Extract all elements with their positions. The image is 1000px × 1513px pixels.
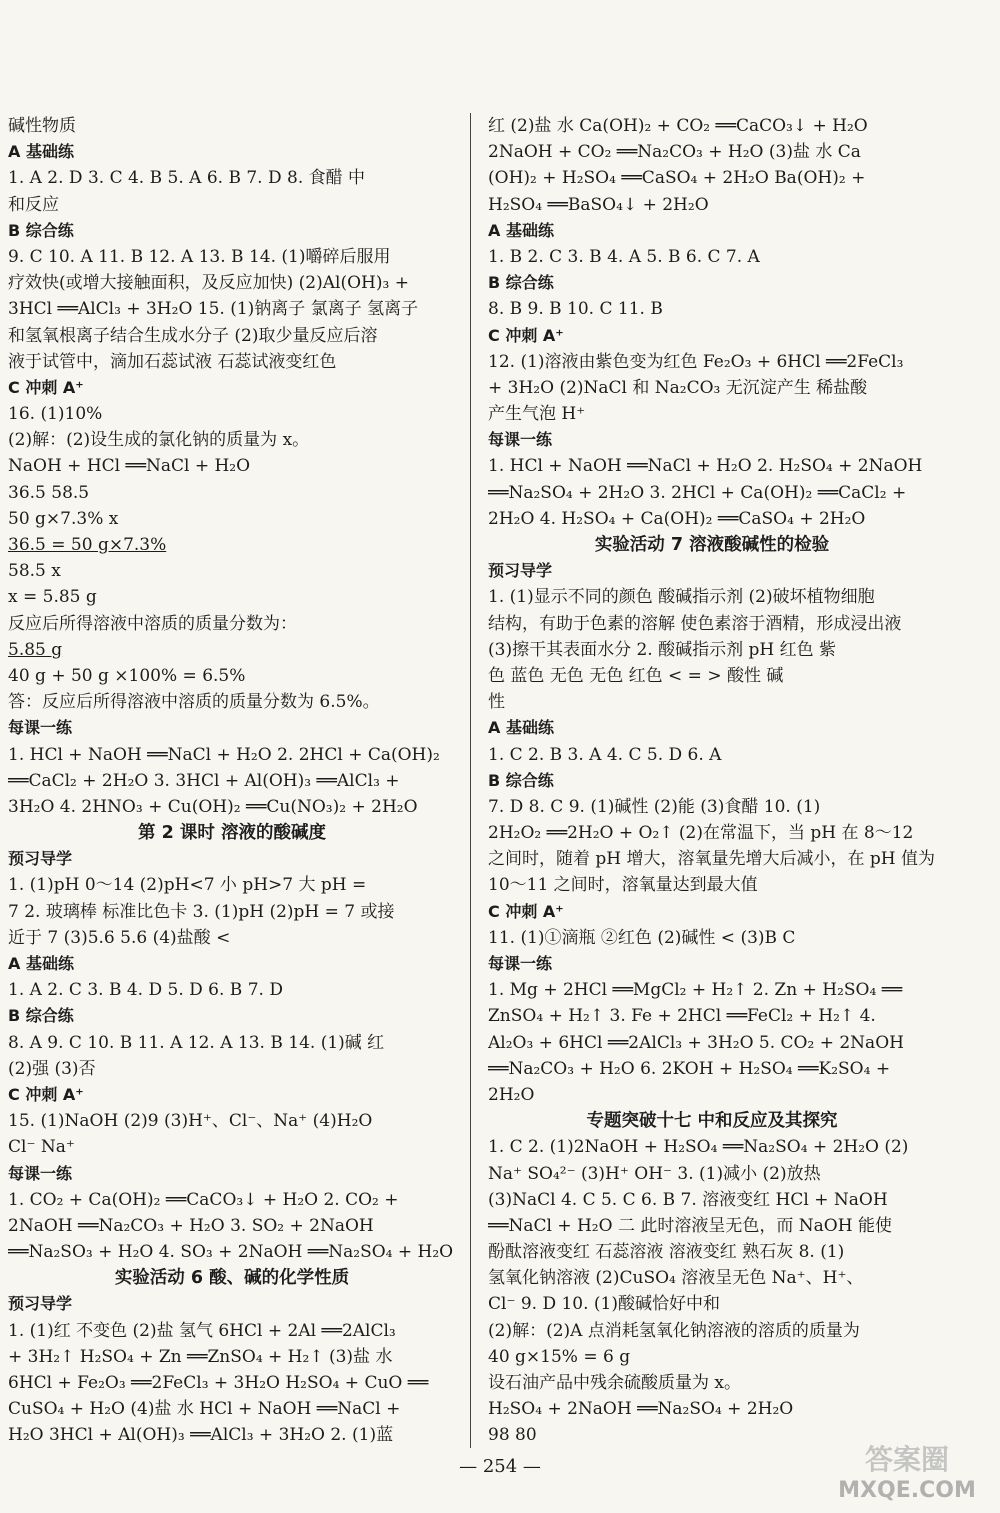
answer-line: 产生气泡 H⁺	[488, 404, 586, 425]
section-heading: 预习导学	[8, 1294, 73, 1314]
answer-line: ══Na₂SO₃ + H₂O 4. SO₃ + 2NaOH ══Na₂SO₄ + H₂O	[8, 1242, 454, 1263]
answer-line: 反应后所得溶液中溶质的质量分数为：	[8, 613, 297, 634]
answer-line: (3)NaCl 4. C 5. C 6. B 7. 溶液变红 HCl + NaOH	[488, 1189, 888, 1210]
fraction-numerator: 36.5 = 50 g×7.3%	[8, 535, 167, 555]
answer-line: 7 2. 玻璃棒 标准比色卡 3. (1)pH (2)pH = 7 或接	[8, 901, 395, 922]
answer-line: 2H₂O	[488, 1084, 535, 1105]
answer-line: (3)擦干其表面水分 2. 酸碱指示剂 pH 红色 紫	[488, 639, 837, 660]
answer-line: 1. (1)红 不变色 (2)盐 氢气 6HCl + 2Al ══2AlCl₃	[8, 1320, 396, 1341]
answer-line: 液于试管中，滴加石蕊试液 石蕊试液变红色	[8, 351, 337, 372]
section-heading: 每课一练	[488, 430, 553, 450]
answer-line: 1. A 2. D 3. C 4. B 5. A 6. B 7. D 8. 食醋 中	[8, 168, 366, 189]
answer-line: Cl⁻ Na⁺	[8, 1137, 75, 1158]
answer-line: 2NaOH + CO₂ ══Na₂CO₃ + H₂O (3)盐 水 Ca	[488, 142, 861, 163]
answer-line: 9. C 10. A 11. B 12. A 13. B 14. (1)嚼碎后服用	[8, 246, 391, 267]
fraction-numerator: 5.85 g	[8, 639, 63, 660]
answer-line: 3H₂O 4. 2HNO₃ + Cu(OH)₂ ══Cu(NO₃)₂ + 2H₂O	[8, 796, 418, 817]
section-heading: A 基础练	[8, 954, 74, 973]
answer-line: 1. C 2. (1)2NaOH + H₂SO₄ ══Na₂SO₄ + 2H₂O (2)	[488, 1137, 909, 1158]
answer-line: ══CaCl₂ + 2H₂O 3. 3HCl + Al(OH)₃ ══AlCl₃ +	[8, 770, 400, 791]
answer-line: (2)解：(2)A 点消耗氢氧化钠溶液的溶质的质量为	[488, 1320, 860, 1341]
answer-line: 酚酞溶液变红 石蕊溶液 溶液变红 熟石灰 8. (1)	[488, 1242, 845, 1263]
lesson-title: 第 2 课时 溶液的酸碱度	[138, 823, 326, 844]
answer-line: 2H₂O₂ ══2H₂O + O₂↑ (2)在常温下，当 pH 在 8～12	[488, 823, 914, 844]
answer-line: 色 蓝色 无色 无色 红色 < = > 酸性 碱	[488, 665, 784, 686]
section-heading: 每课一练	[8, 718, 73, 738]
answer-line: 12. (1)溶液由紫色变为红色 Fe₂O₃ + 6HCl ══2FeCl₃	[488, 351, 904, 372]
answer-line: 1. (1)显示不同的颜色 酸碱指示剂 (2)破坏植物细胞	[488, 587, 875, 608]
answer-line: 1. (1)pH 0～14 (2)pH<7 小 pH>7 大 pH =	[8, 875, 367, 896]
answer-line: 1. A 2. C 3. B 4. D 5. D 6. B 7. D	[8, 980, 283, 1001]
answer-line: 6HCl + Fe₂O₃ ══2FeCl₃ + 3H₂O H₂SO₄ + CuO ══	[8, 1373, 429, 1393]
answer-line: (OH)₂ + H₂SO₄ ══CaSO₄ + 2H₂O Ba(OH)₂ +	[488, 168, 866, 189]
answer-line: 1. HCl + NaOH ══NaCl + H₂O 2. 2HCl + Ca(OH)₂	[8, 744, 440, 765]
answer-line: H₂O 3HCl + Al(OH)₃ ══AlCl₃ + 3H₂O 2. (1)蓝	[8, 1425, 394, 1446]
answer-line: 之间时，随着 pH 增大，溶氧量先增大后减小，在 pH 值为	[488, 849, 936, 870]
answer-line: 50 g×7.3% x	[8, 508, 119, 529]
answer-line: 11. (1)①滴瓶 ②红色 (2)碱性 < (3)B C	[488, 927, 796, 948]
answer-line: 疗效快(或增大接触面积，及反应加快) (2)Al(OH)₃ +	[8, 273, 409, 294]
answer-line: 8. B 9. B 10. C 11. B	[488, 299, 663, 320]
section-heading: C 冲刺 A⁺	[8, 1084, 84, 1104]
answer-line: 1. Mg + 2HCl ══MgCl₂ + H₂↑ 2. Zn + H₂SO₄ ══	[488, 980, 903, 1001]
answer-line: 3HCl ══AlCl₃ + 3H₂O 15. (1)钠离子 氯离子 氢离子	[8, 299, 419, 320]
section-heading: 预习导学	[488, 561, 553, 581]
answer-line	[8, 637, 456, 663]
answer-line: 设石油产品中残余硫酸质量为 x。	[488, 1373, 741, 1393]
answer-line: 红 (2)盐 水 Ca(OH)₂ + CO₂ ══CaCO₃↓ + H₂O	[488, 116, 868, 136]
answer-line	[8, 532, 456, 558]
answer-line: Al₂O₃ + 6HCl ══2AlCl₃ + 3H₂O 5. CO₂ + 2NaOH	[488, 1032, 904, 1053]
answer-line: ZnSO₄ + H₂↑ 3. Fe + 2HCl ══FeCl₂ + H₂↑ 4.	[488, 1006, 876, 1027]
section-heading: A 基础练	[488, 220, 554, 240]
section-heading: B 综合练	[488, 273, 554, 293]
section-heading: C 冲刺 A⁺	[488, 901, 564, 921]
answer-line: 2H₂O 4. H₂SO₄ + Ca(OH)₂ ══CaSO₄ + 2H₂O	[488, 508, 866, 529]
answer-line: H₂SO₄ + 2NaOH ══Na₂SO₄ + 2H₂O	[488, 1399, 794, 1420]
answer-line: CuSO₄ + H₂O (4)盐 水 HCl + NaOH ══NaCl +	[8, 1399, 401, 1420]
answer-line: Cl⁻ 9. D 10. (1)酸碱恰好中和	[488, 1294, 720, 1315]
answer-line: 答：反应后所得溶液中溶质的质量分数为 6.5%。	[8, 692, 380, 713]
answer-line: 10～11 之间时，溶氧量达到最大值	[488, 875, 758, 896]
section-heading: B 综合练	[8, 220, 74, 240]
page-number: — 254 —	[459, 1456, 541, 1477]
answer-line: ══NaCl + H₂O 二 此时溶液呈无色，而 NaOH 能使	[488, 1215, 892, 1236]
answer-line: 40 g + 50 g ×100% = 6.5%	[8, 665, 246, 686]
answer-line: 和氢氧根离子结合生成水分子 (2)取少量反应后溶	[8, 325, 378, 346]
watermark-label: 答案圈	[864, 1443, 950, 1476]
section-heading: B 综合练	[8, 1006, 74, 1026]
section-heading: 预习导学	[8, 849, 73, 869]
answer-line: 8. A 9. C 10. B 11. A 12. A 13. B 14. (1)碱 红	[8, 1032, 385, 1053]
section-heading: A 基础练	[8, 142, 74, 162]
watermark-logo	[812, 1433, 992, 1505]
watermark-site: MXQE.COM	[838, 1478, 976, 1503]
answer-line: 7. D 8. C 9. (1)碱性 (2)能 (3)食醋 10. (1)	[488, 796, 821, 817]
answer-line: 1. B 2. C 3. B 4. A 5. B 6. C 7. A	[488, 246, 760, 267]
answer-line: 性	[488, 692, 505, 713]
lesson-title: 专题突破十七 中和反应及其探究	[586, 1111, 838, 1132]
section-heading: 每课一练	[488, 954, 553, 973]
answer-line: 16. (1)10%	[8, 404, 103, 425]
answer-line: 40 g×15% = 6 g	[488, 1346, 631, 1367]
lesson-title: 实验活动 6 酸、碱的化学性质	[114, 1268, 350, 1289]
answer-line: 15. (1)NaOH (2)9 (3)H⁺、Cl⁻、Na⁺ (4)H₂O	[8, 1111, 373, 1132]
answer-line: 98 80	[488, 1425, 537, 1446]
answer-line: + 3H₂O (2)NaCl 和 Na₂CO₃ 无沉淀产生 稀盐酸	[488, 377, 868, 398]
answer-line: + 3H₂↑ H₂SO₄ + Zn ══ZnSO₄ + H₂↑ (3)盐 水	[8, 1346, 393, 1367]
answer-line: ══Na₂SO₄ + 2H₂O 3. 2HCl + Ca(OH)₂ ══CaCl₂ +	[488, 482, 907, 503]
section-heading: B 综合练	[488, 770, 554, 790]
lesson-title: 实验活动 7 溶液酸碱性的检验	[594, 535, 830, 555]
answer-line: (2)解：(2)设生成的氯化钠的质量为 x。	[8, 430, 310, 451]
answer-line: 1. CO₂ + Ca(OH)₂ ══CaCO₃↓ + H₂O 2. CO₂ +	[8, 1189, 399, 1210]
answer-line: (2)强 (3)否	[8, 1058, 96, 1079]
answer-line: 2NaOH ══Na₂CO₃ + H₂O 3. SO₂ + 2NaOH	[8, 1215, 374, 1236]
right-column	[488, 113, 936, 1449]
answer-line: H₂SO₄ ══BaSO₄↓ + 2H₂O	[488, 194, 709, 215]
answer-line: 1. C 2. B 3. A 4. C 5. D 6. A	[488, 744, 722, 765]
answer-line: 结构，有助于色素的溶解 使色素溶于酒精，形成浸出液	[488, 613, 902, 634]
section-heading: C 冲刺 A⁺	[488, 325, 564, 345]
answer-line: NaOH + HCl ══NaCl + H₂O	[8, 456, 251, 477]
answer-line: 36.5 58.5	[8, 482, 90, 503]
left-column	[8, 113, 456, 1449]
answer-line: 58.5 x	[8, 561, 61, 582]
answer-line: 和反应	[8, 194, 59, 215]
answer-line: x = 5.85 g	[8, 587, 97, 608]
answer-line: 碱性物质	[8, 116, 76, 136]
column-divider	[470, 113, 471, 1448]
section-heading: C 冲刺 A⁺	[8, 377, 84, 397]
section-heading: A 基础练	[488, 718, 554, 738]
answer-line: Na⁺ SO₄²⁻ (3)H⁺ OH⁻ 3. (1)减小 (2)放热	[488, 1163, 821, 1184]
answer-line: 氢氧化钠溶液 (2)CuSO₄ 溶液呈无色 Na⁺、H⁺、	[488, 1268, 864, 1289]
answer-line: 近于 7 (3)5.6 5.6 (4)盐酸 <	[8, 927, 231, 948]
answer-line: 1. HCl + NaOH ══NaCl + H₂O 2. H₂SO₄ + 2NaOH	[488, 456, 923, 477]
answer-line: ══Na₂CO₃ + H₂O 6. 2KOH + H₂SO₄ ══K₂SO₄ +	[488, 1058, 891, 1079]
section-heading: 每课一练	[8, 1163, 73, 1183]
